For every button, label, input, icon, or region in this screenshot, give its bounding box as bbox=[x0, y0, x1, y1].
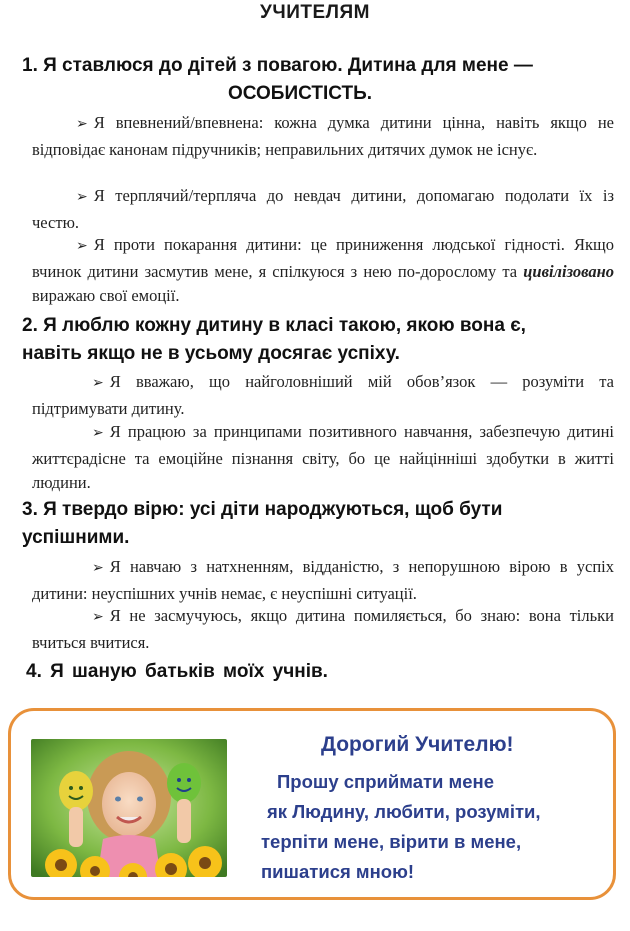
teacher-message-card bbox=[8, 708, 616, 900]
item-emphasis: цивілізовано bbox=[523, 261, 614, 281]
section-2-item-2 bbox=[32, 420, 614, 496]
card-line: Прошу сприймати мене bbox=[277, 771, 494, 792]
section-1-heading bbox=[22, 52, 622, 108]
card-line: як Людину, любити, розуміти, bbox=[267, 801, 541, 822]
arrow-bullet-icon: ➢ bbox=[76, 239, 88, 254]
section-1-item-2 bbox=[32, 184, 614, 235]
page-title: УЧИТЕЛЯМ bbox=[260, 2, 370, 23]
heading-line: 4. Я шаную батьків моїх учнів. bbox=[26, 661, 328, 682]
card-title: Дорогий Учителю! bbox=[321, 733, 514, 756]
card-line: терпіти мене, вірити в мене, bbox=[261, 831, 522, 852]
heading-line: успішними. bbox=[22, 527, 130, 548]
item-text: Я працюю за принципами позитивного навчання, забезпечую дитині життєрадісне та емоційне пізнання світу, бо це найцінніші здобутки в житті людини. bbox=[32, 422, 614, 492]
child-photo bbox=[31, 739, 227, 877]
section-2-heading bbox=[22, 312, 622, 368]
item-text: Я терплячий/терпляча до невдач дитини, допомагаю подолати їх із честю. bbox=[32, 186, 614, 232]
heading-line: 1. Я ставлюся до дітей з повагою. Дитина для мене — bbox=[22, 55, 533, 76]
section-3-item-1 bbox=[32, 555, 614, 606]
heading-line: 3. Я твердо вірю: усі діти народжуються, щоб бути bbox=[22, 499, 503, 520]
heading-line: ОСОБИСТІСТЬ. bbox=[228, 83, 373, 104]
item-text: виражаю свої емоції. bbox=[32, 286, 180, 305]
card-message bbox=[261, 767, 541, 887]
heading-line: навіть якщо не в усьому досягає успіху. bbox=[22, 343, 400, 364]
item-text: Я вважаю, що найголовніший мій обов’язок — розуміти та підтримувати дитину. bbox=[32, 372, 614, 418]
section-1-item-1 bbox=[32, 111, 614, 162]
section-3-item-2 bbox=[32, 604, 614, 655]
item-text: Я впевнений/впевнена: кожна думка дитини цінна, навіть якщо не відповідає канонам підручників; неправильних дитячих думок не існує. bbox=[32, 113, 614, 159]
section-1-item-3 bbox=[32, 233, 614, 309]
arrow-bullet-icon: ➢ bbox=[76, 117, 88, 132]
section-2-item-1 bbox=[32, 370, 614, 421]
heading-line: 2. Я люблю кожну дитину в класі такою, якою вона є, bbox=[22, 315, 526, 336]
arrow-bullet-icon: ➢ bbox=[76, 190, 88, 205]
card-line: пишатися мною! bbox=[261, 861, 415, 882]
item-text: Я навчаю з натхненням, відданістю, з непорушною вірою в успіх дитини: неуспішних учнів немає, є неуспішні ситуації. bbox=[32, 557, 614, 603]
child-with-painted-hands-photo-icon bbox=[31, 739, 227, 877]
arrow-bullet-icon: ➢ bbox=[92, 376, 104, 391]
arrow-bullet-icon: ➢ bbox=[92, 561, 104, 576]
arrow-bullet-icon: ➢ bbox=[92, 426, 104, 441]
item-text: Я не засмучуюсь, якщо дитина помиляється, бо знаю: вона тільки вчиться вчитися. bbox=[32, 606, 614, 652]
section-4-heading bbox=[26, 658, 626, 686]
arrow-bullet-icon: ➢ bbox=[92, 610, 104, 625]
item-text: Я проти покарання дитини: це приниження людської гідності. Якщо вчинок дитини засмутив мене, я спілкуюся з нею по-дорослому та bbox=[32, 235, 614, 281]
section-3-heading bbox=[22, 496, 622, 552]
